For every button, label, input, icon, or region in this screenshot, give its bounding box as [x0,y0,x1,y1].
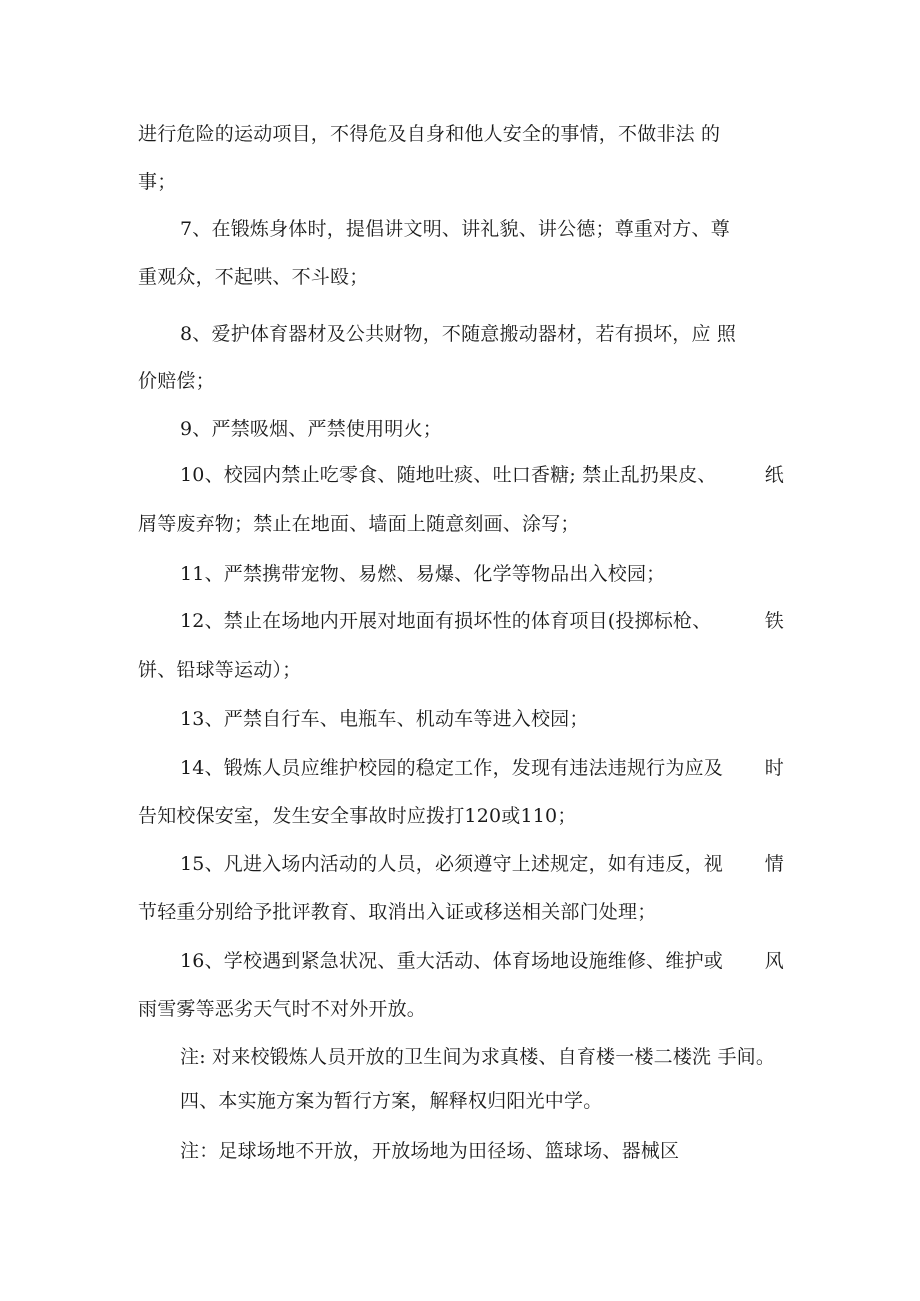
section-four: 四、本实施方案为暂行方案，解释权归阳光中学。 [180,1090,603,1112]
text-fragment: 14、锻炼人员应维护校园的稳定工作，发现有违法违规行为应及 [180,757,723,779]
text-fragment: 风 [764,950,784,972]
rule-10-line-1 [180,463,784,487]
text-fragment: 10、校园内禁止吃零食、随地吐痰、吐口香糖; 禁止乱扔果皮、 [180,464,717,486]
rule-15-line-1 [180,852,784,876]
text-fragment: 15、凡进入场内活动的人员，必须遵守上述规定，如有违反，视 [180,853,723,875]
rule-12-line-1 [180,609,784,633]
text-line: 进行危险的运动项目，不得危及自身和他人安全的事情，不做非法 的 [138,123,721,145]
text-fragment: 16、学校遇到紧急状况、重大活动、体育场地设施维修、维护或 [180,950,723,972]
text-fragment: 12、禁止在场地内开展对地面有损坏性的体育项目(投掷标枪、 [180,610,712,632]
rule-10-line-2: 屑等废弃物；禁止在地面、墙面上随意刻画、涂写； [138,513,580,535]
text-fragment: 铁 [764,610,784,632]
rule-12-line-2: 饼、铅球等运动）； [138,659,302,681]
rule-8-line-1: 8、爱护体育器材及公共财物，不随意搬动器材，若有损坏，应 照 [180,323,737,345]
text-line: 事； [138,171,177,193]
rule-16-line-1 [180,949,784,973]
rule-11: 11、严禁携带宠物、易燃、易爆、化学等物品出入校园； [180,563,666,585]
text-fragment: 时 [764,757,784,779]
note-restrooms: 注: 对来校锻炼人员开放的卫生间为求真楼、自育楼一楼二楼洗 手间。 [180,1046,776,1068]
note-venues: 注：足球场地不开放，开放场地为田径场、篮球场、器械区 [180,1140,680,1162]
rule-7-line-1: 7、在锻炼身体时，提倡讲文明、讲礼貌、讲公德；尊重对方、尊 [180,218,730,240]
rule-14-line-2: 告知校保安室，发生安全事故时应拨打120或110； [138,805,577,827]
rule-15-line-2: 节轻重分别给予批评教育、取消出入证或移送相关部门处理； [138,901,657,923]
text-fragment: 纸 [764,464,784,486]
text-fragment: 情 [764,853,784,875]
rule-16-line-2: 雨雪雾等恶劣天气时不对外开放。 [138,998,427,1020]
rule-13: 13、严禁自行车、电瓶车、机动车等进入校园； [180,708,589,730]
rule-9: 9、严禁吸烟、严禁使用明火； [180,418,442,440]
rule-7-line-2: 重观众，不起哄、不斗殴； [138,266,369,288]
rule-8-line-2: 价赔偿； [138,370,215,392]
rule-14-line-1 [180,756,784,780]
